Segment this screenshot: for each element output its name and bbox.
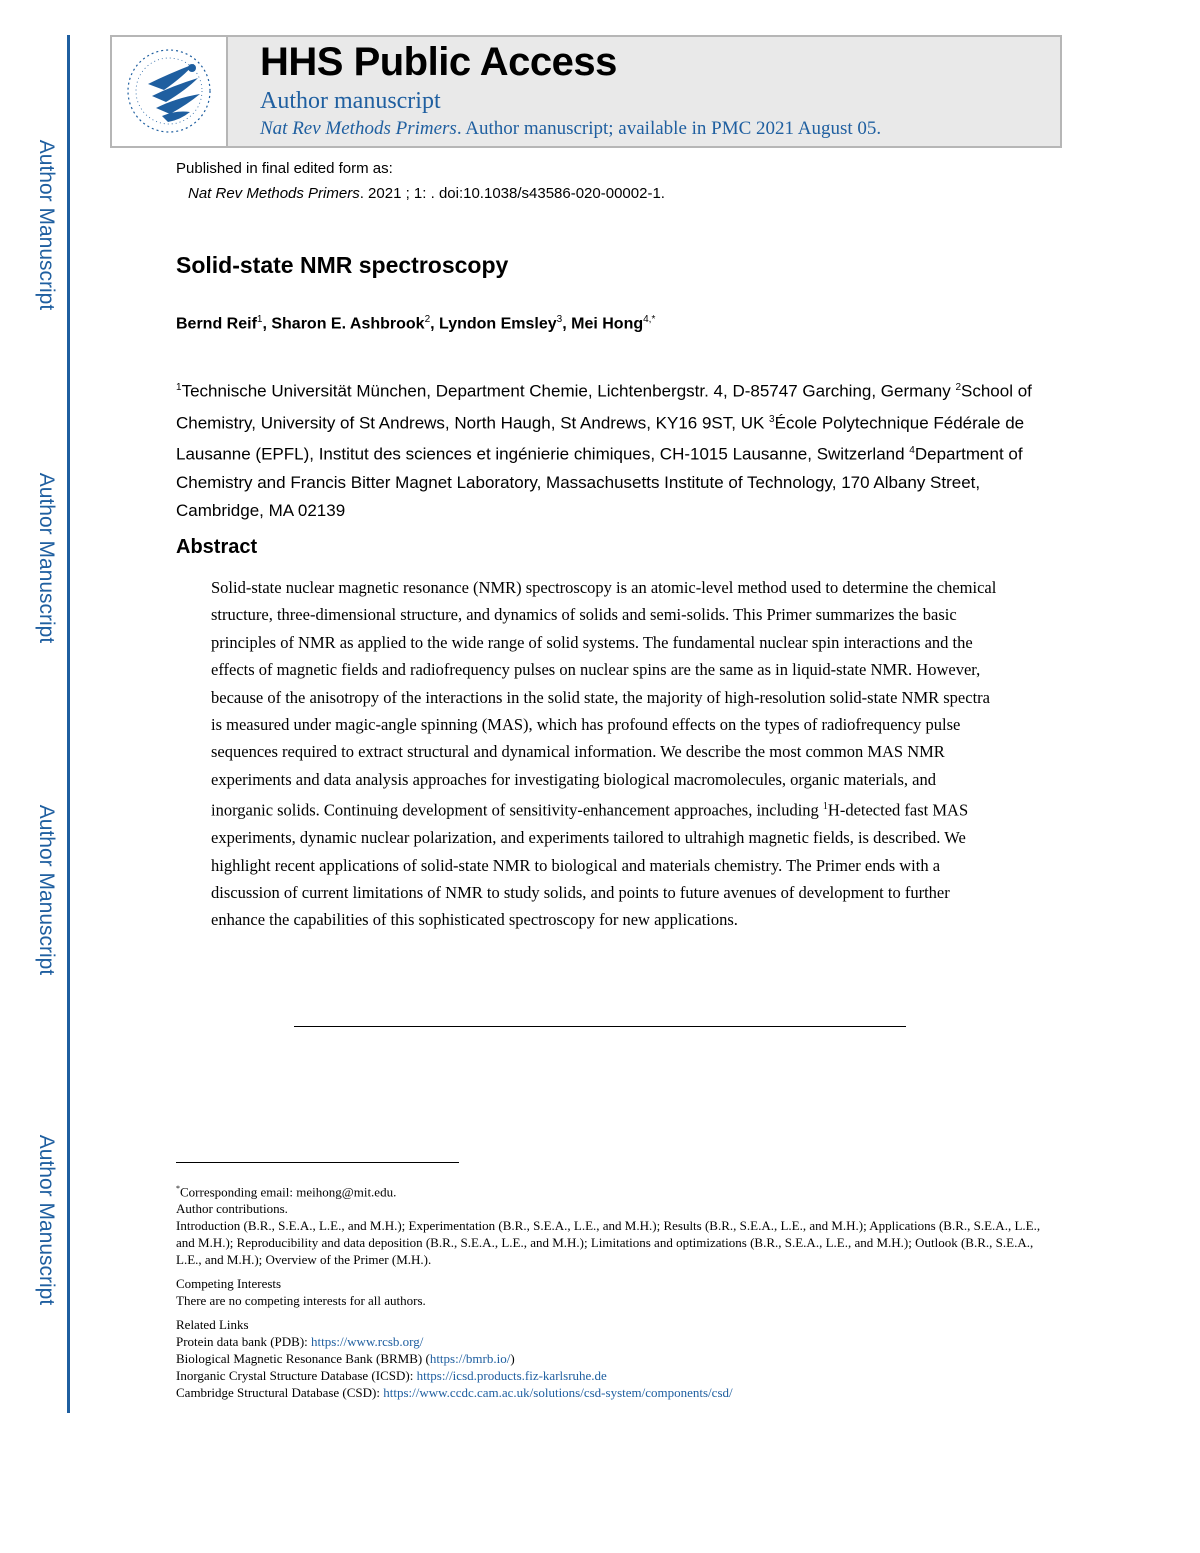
hhs-eagle-logo-icon [124,46,214,136]
competing-text: There are no competing interests for all authors. [176,1293,426,1309]
related-link[interactable]: https://icsd.products.fiz-karlsruhe.de [416,1368,607,1384]
header-availability: Nat Rev Methods Primers. Author manuscript; available in PMC 2021 August 05. [260,118,882,139]
author-name: Lyndon Emsley [439,315,557,333]
author-list: Bernd Reif$^1$, Sharon E. Ashbrook$^2$, Lyndon Emsley$^3$, Mei Hong$^{4,*}$ [176,314,656,333]
abstract-divider [294,1026,906,1027]
abstract-heading: Abstract [176,536,258,558]
affiliation: École Polytechnique Fédérale de Lausanne (EPFL), Institut des sciences et ingénierie chimiques, CH-1015 Lausanne, Switzerland [176,413,1025,464]
affiliations: $^1$Technische Universität München, Department Chemie, Lichtenbergstr. 4, D-85747 Garching, Germany $^2$School of Chemistry, University of St Andrews, North Haugh, St Andrews, KY16 9ST, UK $^3$École Polytechnique Fédérale de Lausanne (EPFL), Institut des sciences et ingénierie chimiques, CH-1015 Lausanne, Switzerland $^4$Department of Chemistry and Francis Bitter Magnet Laboratory, Massachusetts Institute of Technology, 170 Albany Street, Cambridge, MA 02139 [176,381,1032,520]
related-link[interactable]: https://www.rcsb.org/ [311,1334,424,1350]
contributions-text: Introduction (B.R., S.E.A., L.E., and M.H.); Experimentation (B.R., S.E.A., L.E., and M.H.); Results (B.R., S.E.A., L.E., and M.H.); Applications (B.R., S.E.A., L.E., and M.H.); Reproducibility and data deposition (B.R., S.E.A., L.E., and M.H.); Limitations and optimizations (B.R., S.E.A., L.E., and M.H.); Outlook (B.R., S.E.A., L.E., and M.H.); Overview of the Primer (M.H.). [176,1218,1041,1268]
abstract-body: Solid-state nuclear magnetic resonance (NMR) spectroscopy is an atomic-level method used to determine the chemical structure, three-dimensional structure, and dynamics of solids and semi-solids. This Primer summarizes the basic principles of NMR as applied to the wide range of solid systems. The fundamental nuclear spin interactions and the effects of magnetic fields and radiofrequency pulses on nuclear spins are the same as in liquid-state NMR. However, because of the anisotropy of the interactions in the solid state, the majority of high-resolution solid-state NMR spectra is measured under magic-angle spinning (MAS), which has profound effects on the types of radiofrequency pulse sequences required to extract structural and dynamical information. We describe the most common MAS NMR experiments and data analysis approaches for investigating biological macromolecules, organic materials, and inorganic solids. Continuing development of sensitivity-enhancement approaches, including $^1$H-detected fast MAS experiments, dynamic nuclear polarization, and experiments tailored to ultrahigh magnetic fields, is described. We highlight recent applications of solid-state NMR to biological and materials chemistry. The Primer ends with a discussion of current limitations of NMR to study solids, and points to future avenues of development to further enhance the capabilities of this sophisticated spectroscopy for new applications. [211,578,997,930]
related-link-item: Inorganic Crystal Structure Database (ICSD): https://icsd.products.fiz-karlsruhe.de [176,1368,607,1384]
corresponding-author: *Corresponding email: meihong@mit.edu. [176,1184,397,1200]
hhs-logo [112,37,228,146]
footnote-divider [176,1162,459,1163]
header-journal: Nat Rev Methods Primers [260,118,457,139]
citation-journal: Nat Rev Methods Primers [188,185,360,202]
affiliation: Technische Universität München, Department Chemie, Lichtenbergstr. 4, D-85747 Garching, Germany [181,381,956,401]
header-title: HHS Public Access [260,40,617,84]
author-name: Sharon E. Ashbrook [271,315,425,333]
related-link-item: Biological Magnetic Resonance Bank (BRMB) (https://bmrb.io/) [176,1351,515,1367]
related-link[interactable]: https://bmrb.io/ [429,1351,511,1367]
citation: Nat Rev Methods Primers. 2021 ; 1: . doi:10.1038/s43586-020-00002-1. [188,185,665,202]
related-link-item: Cambridge Structural Database (CSD): https://www.ccdc.cam.ac.uk/solutions/csd-system/components/csd/ [176,1385,733,1401]
article-title: Solid-state NMR spectroscopy [176,252,509,278]
publication-info [176,156,665,206]
header-subtitle: Author manuscript [260,88,441,114]
related-link[interactable]: https://www.ccdc.cam.ac.uk/solutions/csd-system/components/csd/ [383,1385,733,1401]
affiliation: School of Chemistry, University of St Andrews, North Haugh, St Andrews, KY16 9ST, UK [176,381,1032,433]
affiliation: Department of Chemistry and Francis Bitter Magnet Laboratory, Massachusetts Institute of Technology, 170 Albany Street, Cambridge, MA 02139 [176,444,1023,520]
published-line: Published in final edited form as: [176,160,393,177]
hhs-header [110,35,1062,148]
author-name: Mei Hong [571,315,644,333]
competing-heading: Competing Interests [176,1276,282,1292]
contributions-heading: Author contributions. [176,1201,288,1217]
footnotes [176,1180,1056,1401]
related-link-item: Protein data bank (PDB): https://www.rcsb.org/ [176,1334,424,1350]
author-name: Bernd Reif [176,315,257,333]
links-heading: Related Links [176,1317,249,1333]
sidebar-rule [67,35,70,1413]
